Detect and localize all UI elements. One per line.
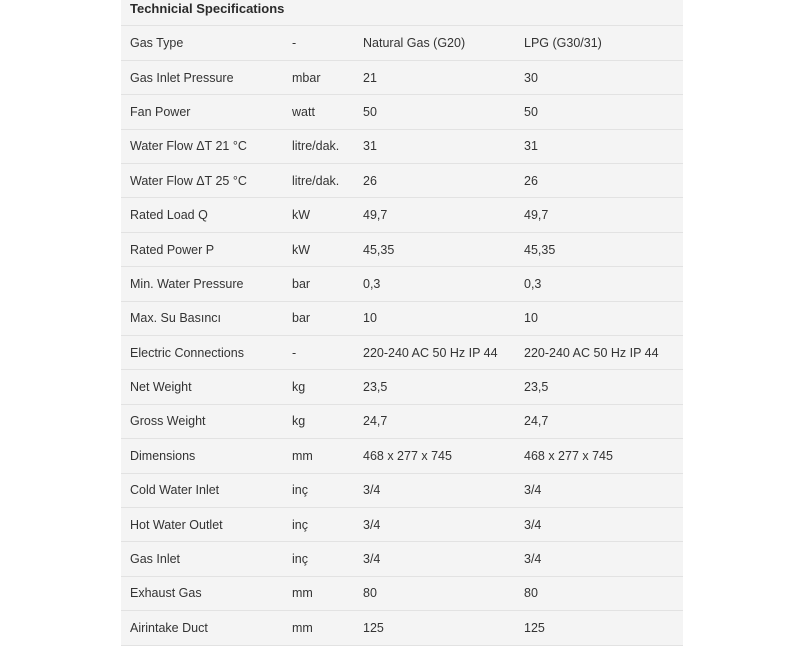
spec-value-lpg: 468 x 277 x 745: [524, 448, 613, 463]
spec-unit: litre/dak.: [292, 139, 340, 154]
spec-value-natural-gas: 0,3: [363, 276, 381, 291]
specifications-panel: [121, 0, 683, 646]
spec-unit: -: [292, 35, 297, 50]
spec-unit: litre/dak.: [292, 173, 340, 188]
spec-unit: watt: [292, 104, 315, 119]
spec-value-lpg: 3/4: [524, 517, 542, 532]
spec-name: Rated Power P: [130, 242, 215, 257]
spec-value-natural-gas: 220-240 AC 50 Hz IP 44: [363, 345, 498, 360]
spec-value-lpg: 31: [524, 139, 538, 154]
spec-name: Gas Inlet Pressure: [130, 70, 234, 85]
spec-value-natural-gas: 80: [363, 586, 377, 601]
table-row: [121, 576, 683, 610]
table-row: [121, 26, 683, 60]
spec-name: Hot Water Outlet: [130, 517, 223, 532]
spec-name: Rated Load Q: [130, 208, 208, 223]
spec-unit: -: [292, 345, 297, 360]
spec-value-lpg: 23,5: [524, 380, 549, 395]
spec-unit: mm: [292, 586, 313, 601]
spec-value-lpg: LPG (G30/31): [524, 35, 602, 50]
table-row: [121, 336, 683, 370]
spec-name: Fan Power: [130, 104, 191, 119]
spec-value-natural-gas: 49,7: [363, 208, 388, 223]
table-row: [121, 370, 683, 404]
spec-unit: inç: [292, 552, 308, 567]
specifications-title: Technicial Specifications: [121, 0, 683, 26]
spec-unit: kW: [292, 208, 311, 223]
spec-value-lpg: 220-240 AC 50 Hz IP 44: [524, 345, 659, 360]
spec-value-lpg: 45,35: [524, 242, 556, 257]
spec-unit: inç: [292, 517, 308, 532]
spec-unit: inç: [292, 483, 308, 498]
table-row: [121, 473, 683, 507]
spec-value-lpg: 30: [524, 70, 538, 85]
spec-value-natural-gas: 50: [363, 104, 377, 119]
table-row: [121, 232, 683, 266]
spec-name: Min. Water Pressure: [130, 276, 244, 291]
spec-name: Airintake Duct: [130, 620, 208, 635]
table-row: [121, 95, 683, 129]
table-row: [121, 301, 683, 335]
spec-value-lpg: 3/4: [524, 483, 542, 498]
spec-value-natural-gas: 31: [363, 139, 377, 154]
spec-value-lpg: 125: [524, 620, 545, 635]
spec-value-natural-gas: 45,35: [363, 242, 395, 257]
spec-value-natural-gas: 10: [363, 311, 377, 326]
spec-unit: mm: [292, 448, 313, 463]
spec-name: Max. Su Basıncı: [130, 311, 222, 326]
spec-unit: mm: [292, 620, 313, 635]
spec-value-lpg: 0,3: [524, 276, 542, 291]
spec-value-lpg: 3/4: [524, 552, 542, 567]
spec-value-lpg: 26: [524, 173, 538, 188]
table-row: [121, 129, 683, 163]
spec-value-lpg: 49,7: [524, 208, 549, 223]
table-row: [121, 507, 683, 541]
table-row: [121, 439, 683, 473]
spec-unit: kW: [292, 242, 311, 257]
spec-name: Water Flow ΔT 25 °C: [130, 173, 247, 188]
spec-unit: kg: [292, 414, 306, 429]
spec-value-natural-gas: 3/4: [363, 517, 381, 532]
spec-value-natural-gas: 3/4: [363, 552, 381, 567]
table-row: [121, 198, 683, 232]
spec-value-natural-gas: 26: [363, 173, 377, 188]
table-row: [121, 404, 683, 438]
spec-name: Gross Weight: [130, 414, 206, 429]
spec-value-lpg: 50: [524, 104, 538, 119]
spec-value-natural-gas: 24,7: [363, 414, 388, 429]
spec-name: Electric Connections: [130, 345, 244, 360]
table-row: [121, 542, 683, 576]
table-row: [121, 267, 683, 301]
spec-name: Water Flow ΔT 21 °C: [130, 139, 247, 154]
spec-value-natural-gas: Natural Gas (G20): [363, 35, 466, 50]
spec-unit: bar: [292, 311, 311, 326]
spec-value-natural-gas: 23,5: [363, 380, 388, 395]
specifications-table: [121, 26, 683, 646]
spec-value-lpg: 10: [524, 311, 538, 326]
spec-name: Net Weight: [130, 380, 192, 395]
table-row: [121, 164, 683, 198]
spec-name: Exhaust Gas: [130, 586, 202, 601]
spec-unit: kg: [292, 380, 306, 395]
spec-name: Gas Inlet: [130, 552, 181, 567]
spec-value-natural-gas: 468 x 277 x 745: [363, 448, 452, 463]
spec-name: Gas Type: [130, 35, 184, 50]
spec-value-natural-gas: 21: [363, 70, 377, 85]
spec-name: Cold Water Inlet: [130, 483, 220, 498]
spec-value-lpg: 80: [524, 586, 538, 601]
spec-value-natural-gas: 125: [363, 620, 384, 635]
spec-name: Dimensions: [130, 448, 196, 463]
table-row: [121, 60, 683, 94]
spec-value-lpg: 24,7: [524, 414, 549, 429]
spec-value-natural-gas: 3/4: [363, 483, 381, 498]
spec-unit: bar: [292, 276, 311, 291]
spec-unit: mbar: [292, 70, 321, 85]
specifications-table-body: [121, 26, 683, 645]
